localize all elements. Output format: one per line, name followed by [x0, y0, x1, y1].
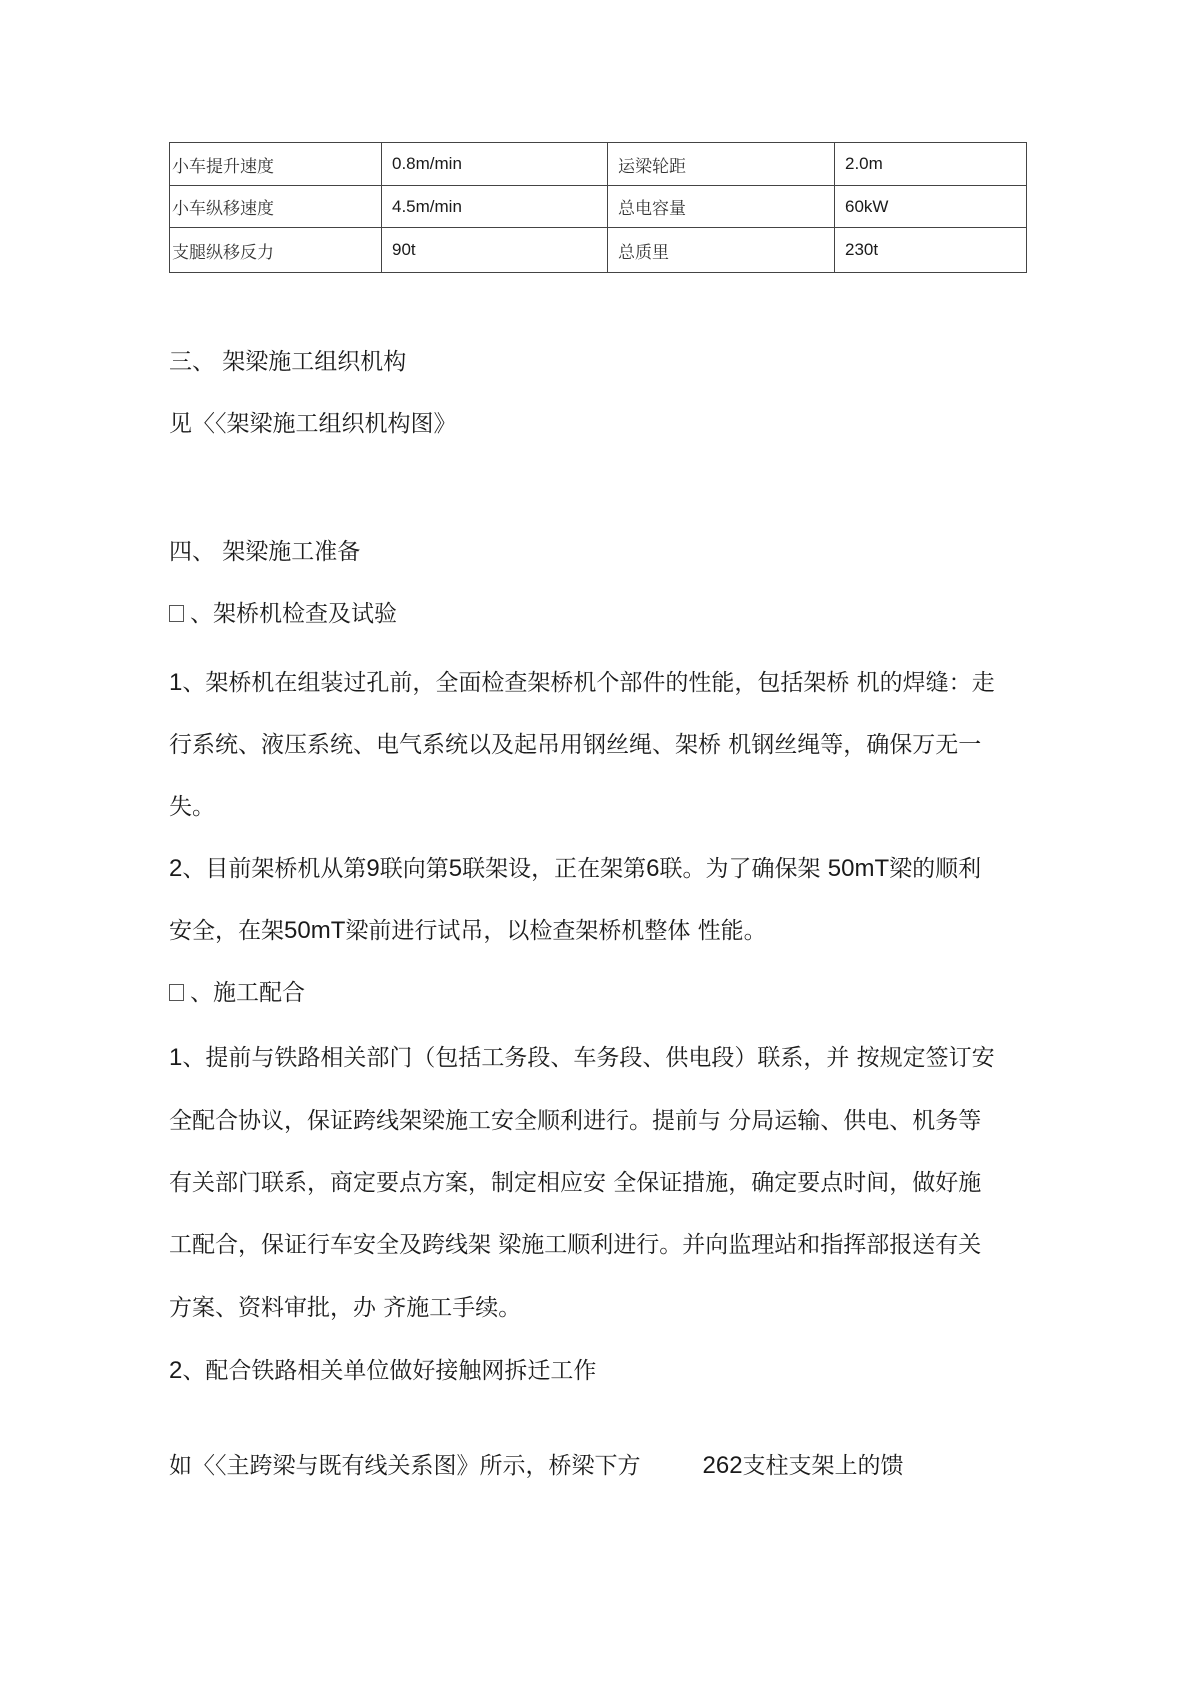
table-cell: 90t	[382, 228, 608, 273]
paragraph-line: 2、目前架桥机从第9联向第5联架设，正在架第6联。为了确保架 50mT梁的顺利	[169, 855, 982, 882]
table-cell: 小车纵移速度	[170, 186, 382, 228]
paragraph-line: 2、配合铁路相关单位做好接触网拆迁工作	[169, 1357, 597, 1384]
table-cell: 2.0m	[835, 143, 1027, 186]
table-cell: 总电容量	[608, 186, 835, 228]
table-row	[170, 186, 1027, 228]
table-cell: 运梁轮距	[608, 143, 835, 186]
table-row	[170, 228, 1027, 273]
section-3-heading: 三、 架梁施工组织机构	[169, 349, 407, 375]
table-cell: 230t	[835, 228, 1027, 273]
paragraph-line: 如〈〈主跨梁与既有线关系图》所示，桥梁下方 262支柱支架上的馈	[169, 1452, 904, 1479]
section-3-reference: 见〈〈架梁施工组织机构图》	[169, 411, 457, 437]
paragraph-line: 有关部门联系，商定要点方案，制定相应安 全保证措施，确定要点时间，做好施	[169, 1170, 982, 1196]
table-cell: 0.8m/min	[382, 143, 608, 186]
paragraph-line: 全配合协议，保证跨线架梁施工安全顺利进行。提前与 分局运输、供电、机务等	[169, 1108, 982, 1134]
paragraph-line: 安全，在架50mT梁前进行试吊，以检查架桥机整体 性能。	[169, 917, 767, 944]
spec-table	[169, 142, 1027, 273]
paragraph-line: 1、提前与铁路相关部门（包括工务段、车务段、供电段）联系，并 按规定签订安	[169, 1044, 995, 1071]
table-cell: 支腿纵移反力	[170, 228, 382, 273]
subsection-title-inspection: 、架桥机检查及试验	[169, 599, 397, 629]
missing-glyph-box	[169, 605, 184, 622]
section-4-heading: 四、 架梁施工准备	[169, 539, 361, 565]
paragraph-line: 工配合，保证行车安全及跨线架 梁施工顺利进行。并向监理站和指挥部报送有关	[169, 1232, 982, 1258]
paragraph-line: 方案、资料审批，办 齐施工手续。	[169, 1295, 522, 1321]
table-cell: 4.5m/min	[382, 186, 608, 228]
subsection-title-coordination: 、施工配合	[169, 978, 305, 1008]
table-row	[170, 143, 1027, 186]
paragraph-line: 行系统、液压系统、电气系统以及起吊用钢丝绳、架桥 机钢丝绳等，确保万无一	[169, 732, 982, 758]
table-cell: 总质里	[608, 228, 835, 273]
missing-glyph-box	[169, 984, 184, 1001]
paragraph-line: 失。	[169, 794, 215, 820]
table-cell: 60kW	[835, 186, 1027, 228]
paragraph-line: 1、架桥机在组装过孔前，全面检查架桥机个部件的性能，包括架桥 机的焊缝：走	[169, 669, 995, 696]
table-cell: 小车提升速度	[170, 143, 382, 186]
